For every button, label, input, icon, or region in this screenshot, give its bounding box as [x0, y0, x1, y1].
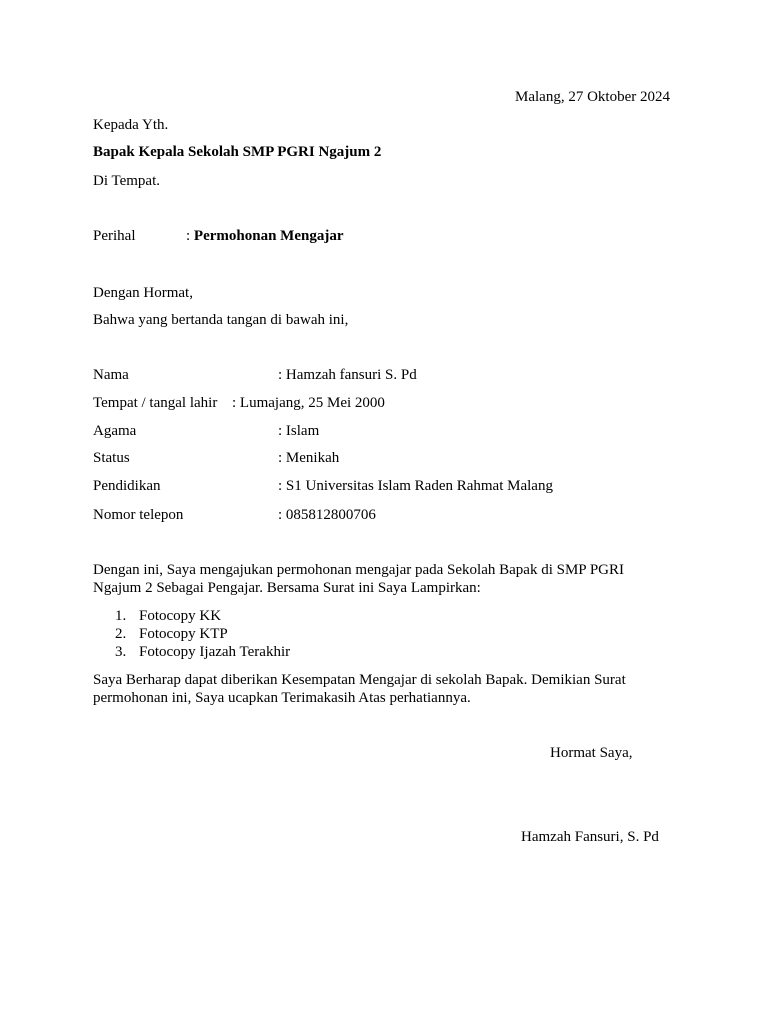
- identity-value-education: : S1 Universitas Islam Raden Rahmat Malang: [278, 478, 553, 494]
- subject-label: Perihal: [93, 228, 136, 244]
- identity-value-birth: : Lumajang, 25 Mei 2000: [232, 395, 385, 411]
- attachment-text: Fotocopy KK: [139, 608, 222, 624]
- closing-paragraph-line: Saya Berharap dapat diberikan Kesempatan Mengajar di sekolah Bapak. Demikian Surat: [93, 672, 626, 688]
- body-paragraph-line: Dengan ini, Saya mengajukan permohonan mengajar pada Sekolah Bapak di SMP PGRI: [93, 562, 624, 578]
- attachment-item: [115, 643, 290, 661]
- identity-label-religion: Agama: [93, 423, 137, 439]
- attachment-number: 1.: [115, 608, 127, 624]
- signature-closing: Hormat Saya,: [550, 745, 633, 761]
- recipient-place: Di Tempat.: [93, 173, 160, 189]
- identity-value-name: : Hamzah fansuri S. Pd: [278, 367, 417, 383]
- body-paragraph-line: Ngajum 2 Sebagai Pengajar. Bersama Surat ini Saya Lampirkan:: [93, 580, 481, 596]
- identity-value-phone: : 085812800706: [278, 507, 376, 523]
- subject-line: [186, 227, 343, 245]
- identity-label-status: Status: [93, 450, 130, 466]
- closing-paragraph-line: permohonan ini, Saya ucapkan Terimakasih Atas perhatiannya.: [93, 690, 471, 706]
- identity-label-phone: Nomor telepon: [93, 507, 184, 523]
- identity-value-status: : Menikah: [278, 450, 340, 466]
- closing-paragraph: [93, 671, 673, 707]
- subject-value: Permohonan Mengajar: [193, 228, 344, 244]
- subject-separator: :: [186, 228, 191, 244]
- body-paragraph: [93, 561, 673, 597]
- identity-label-birth: Tempat / tangal lahir: [93, 395, 218, 411]
- signature-name: Hamzah Fansuri, S. Pd: [521, 829, 659, 845]
- attachment-item: [115, 625, 228, 643]
- recipient-greeting: Kepada Yth.: [93, 117, 169, 133]
- date-line: Malang, 27 Oktober 2024: [515, 89, 670, 105]
- recipient-name: Bapak Kepala Sekolah SMP PGRI Ngajum 2: [93, 144, 382, 160]
- salutation: Dengan Hormat,: [93, 285, 193, 301]
- intro-line: Bahwa yang bertanda tangan di bawah ini,: [93, 312, 349, 328]
- identity-label-name: Nama: [93, 367, 129, 383]
- attachment-text: Fotocopy Ijazah Terakhir: [139, 644, 291, 660]
- attachment-item: [115, 607, 221, 625]
- identity-label-education: Pendidikan: [93, 478, 161, 494]
- attachment-number: 3.: [115, 644, 127, 660]
- identity-value-religion: : Islam: [278, 423, 320, 439]
- attachment-text: Fotocopy KTP: [139, 626, 228, 642]
- attachment-number: 2.: [115, 626, 127, 642]
